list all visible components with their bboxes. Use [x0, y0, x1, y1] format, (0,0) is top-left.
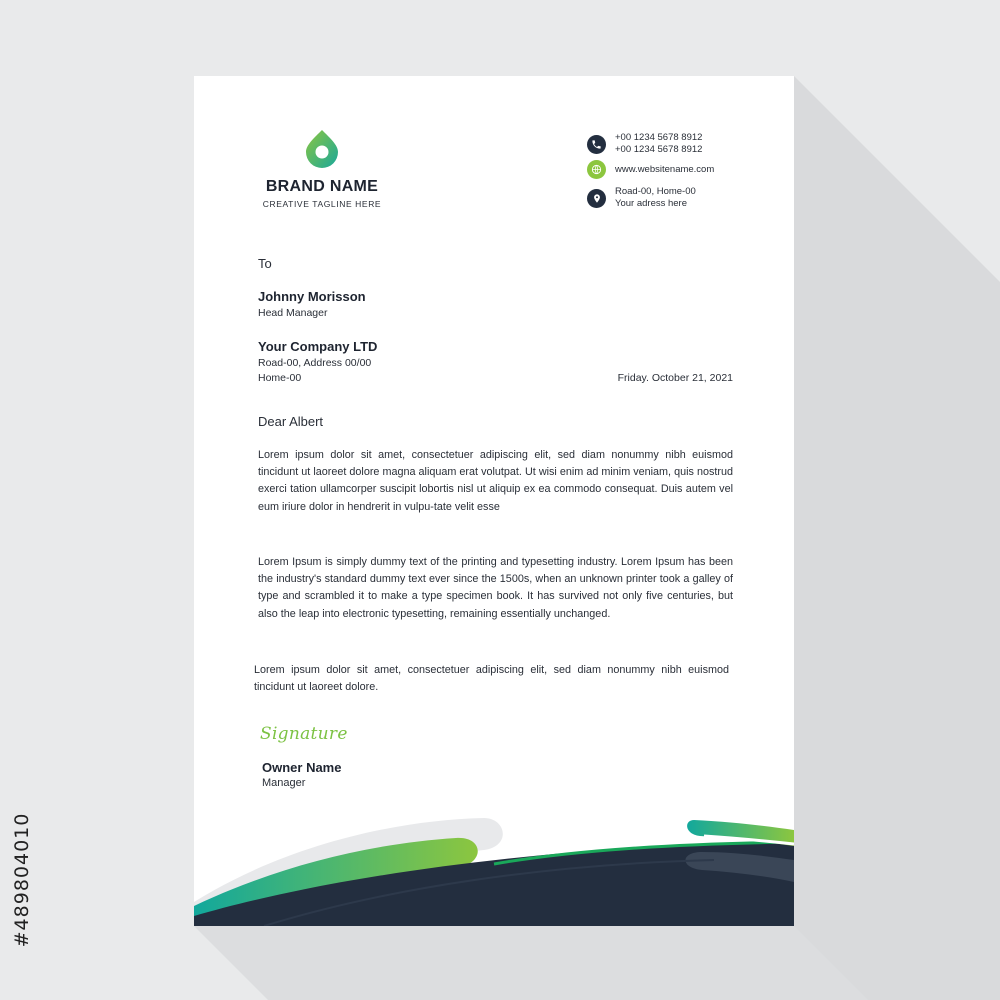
phone-line-1: +00 1234 5678 8912: [615, 132, 703, 143]
phone-icon: [587, 135, 606, 154]
brand-name: BRAND NAME: [265, 178, 379, 195]
recipient-title: Head Manager: [258, 307, 328, 319]
owner-title: Manager: [262, 777, 306, 789]
company-address-line-2: Home-00: [258, 372, 302, 384]
address-line-1: Road-00, Home-00: [615, 186, 696, 197]
owner-name: Owner Name: [262, 760, 342, 775]
body-paragraph-2: Lorem Ipsum is simply dummy text of the printing and typesetting industry. Lorem Ipsum has been the industry's standard dummy text ever since the 1500s, when an unknown printer took a galley of type and scrambled it to make a type specimen book. It has survived not only five centuries, but also the leap into electronic typesetting, remaining essentially unchanged.: [258, 556, 733, 620]
letter-date: Friday. October 21, 2021: [617, 372, 733, 384]
contact-address: [587, 186, 696, 210]
brand-tagline: CREATIVE TAGLINE HERE: [262, 199, 382, 209]
signature: Signature: [260, 724, 348, 744]
website-text: www.websitename.com: [615, 163, 715, 175]
company-name: Your Company LTD: [258, 339, 378, 354]
stock-id-label: [8, 760, 36, 1000]
body-paragraph-3: Lorem ipsum dolor sit amet, consectetuer adipiscing elit, sed diam nonummy nibh euismod tincidunt ut laoreet dolore.: [254, 664, 729, 694]
salutation: Dear Albert: [258, 414, 324, 429]
globe-icon: [587, 160, 606, 179]
address-line-2: Your adress here: [615, 198, 688, 209]
contact-website: [587, 160, 714, 179]
drop-ring-logo-icon: [302, 128, 342, 168]
footer-wave-decoration: [194, 806, 794, 926]
phone-line-2: +00 1234 5678 8912: [615, 144, 703, 155]
company-address-line-1: Road-00, Address 00/00: [258, 357, 372, 369]
letterhead-page: [194, 76, 794, 926]
stock-id-text: #489804010: [11, 812, 33, 948]
body-paragraph-1: Lorem ipsum dolor sit amet, consectetuer adipiscing elit, sed diam nonummy nibh euismod tincidunt ut laoreet dolore magna aliquam erat volutpat. Ut wisi enim ad minim veniam, quis nostrud exerci tation ullamcorper suscipit lobortis nisl ut aliquip ex ea commodo consequat. Duis autem vel eum iriure dolor in hendrerit in vulpu-tate velit esse: [258, 449, 733, 513]
recipient-name: Johnny Morisson: [258, 289, 366, 304]
to-label: To: [258, 256, 272, 271]
contact-phone: [587, 132, 702, 156]
location-pin-icon: [587, 189, 606, 208]
